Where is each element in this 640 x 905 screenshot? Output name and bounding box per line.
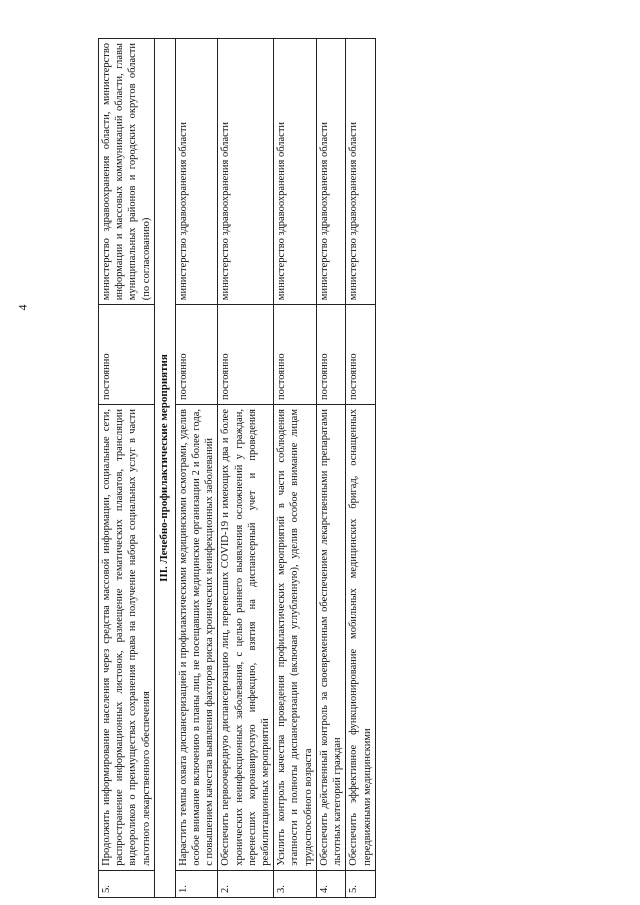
- measure-responsible: министерство здравоохранения области, министерство информации и массовых коммуникаций области, главы муниципальных районов и городских округов области (по согласованию): [99, 39, 155, 305]
- page-number: 4: [15, 304, 30, 311]
- measure-text: Продолжить информирование населения через средства массовой информации, социальные сети, распространение информационных листовок, размещение тематических плакатов, трансляции видеороликов о преимуществах сохранения права на получение набора социальных услуг в части льготного лекарственного обеспечения: [99, 405, 155, 871]
- row-number: 3.: [274, 870, 317, 897]
- rotated-page-content: [98, 38, 584, 898]
- measure-term: постоянно: [175, 305, 218, 405]
- table-row: [316, 39, 345, 898]
- measure-term: постоянно: [99, 305, 155, 405]
- measure-responsible: министерство здравоохранения области: [218, 39, 274, 305]
- table-row: [218, 39, 274, 898]
- measure-responsible: министерство здравоохранения области: [274, 39, 317, 305]
- measure-term: постоянно: [316, 305, 345, 405]
- measure-text: Обеспечить первоочередную диспансеризацию лиц, перенесших COVID-19 и имеющих два и более хронических неинфекционных заболевания, с целью раннего выявления осложнений у граждан, перенесших коронавирусную инфекцию, взятия на диспансерный учет и проведения реабилитационных мероприятий: [218, 405, 274, 871]
- measures-table-body: [99, 39, 376, 898]
- row-number: 4.: [316, 870, 345, 897]
- row-number: 5.: [99, 870, 155, 897]
- table-row: [346, 39, 375, 898]
- measure-text: Обеспечить действенный контроль за своевременным обеспечением лекарственными препаратами льготных категорий граждан: [316, 405, 345, 871]
- measures-table: [98, 38, 376, 898]
- section-title: III. Лечебно-профилактические мероприятия: [154, 39, 175, 898]
- measure-responsible: министерство здравоохранения области: [346, 39, 375, 305]
- measure-term: постоянно: [274, 305, 317, 405]
- measure-responsible: министерство здравоохранения области: [175, 39, 218, 305]
- measure-text: Усилить контроль качества проведения профилактических мероприятий в части соблюдения этапности и полноты диспансеризации (включая углубленную), уделив особое внимание лицам трудоспособного возраста: [274, 405, 317, 871]
- measure-text: Нарастить темпы охвата диспансеризацией и профилактическими медицинскими осмотрами, уделив особое внимание включению в планы лиц, не посещавших медицинские организации 2 и более года, с повышением качества выявления факторов риска хронических неинфекционных заболеваний: [175, 405, 218, 871]
- measure-term: постоянно: [346, 305, 375, 405]
- row-number: 2.: [218, 870, 274, 897]
- table-row: [274, 39, 317, 898]
- table-row: [175, 39, 218, 898]
- section-header-row: [154, 39, 175, 898]
- row-number: 1.: [175, 870, 218, 897]
- measure-term: постоянно: [218, 305, 274, 405]
- table-row: [99, 39, 155, 898]
- measure-text: Обеспечить эффективное функционирование мобильных медицинских бригад, оснащенных передвижными медицинскими: [346, 405, 375, 871]
- row-number: 5.: [346, 870, 375, 897]
- measure-responsible: министерство здравоохранения области: [316, 39, 345, 305]
